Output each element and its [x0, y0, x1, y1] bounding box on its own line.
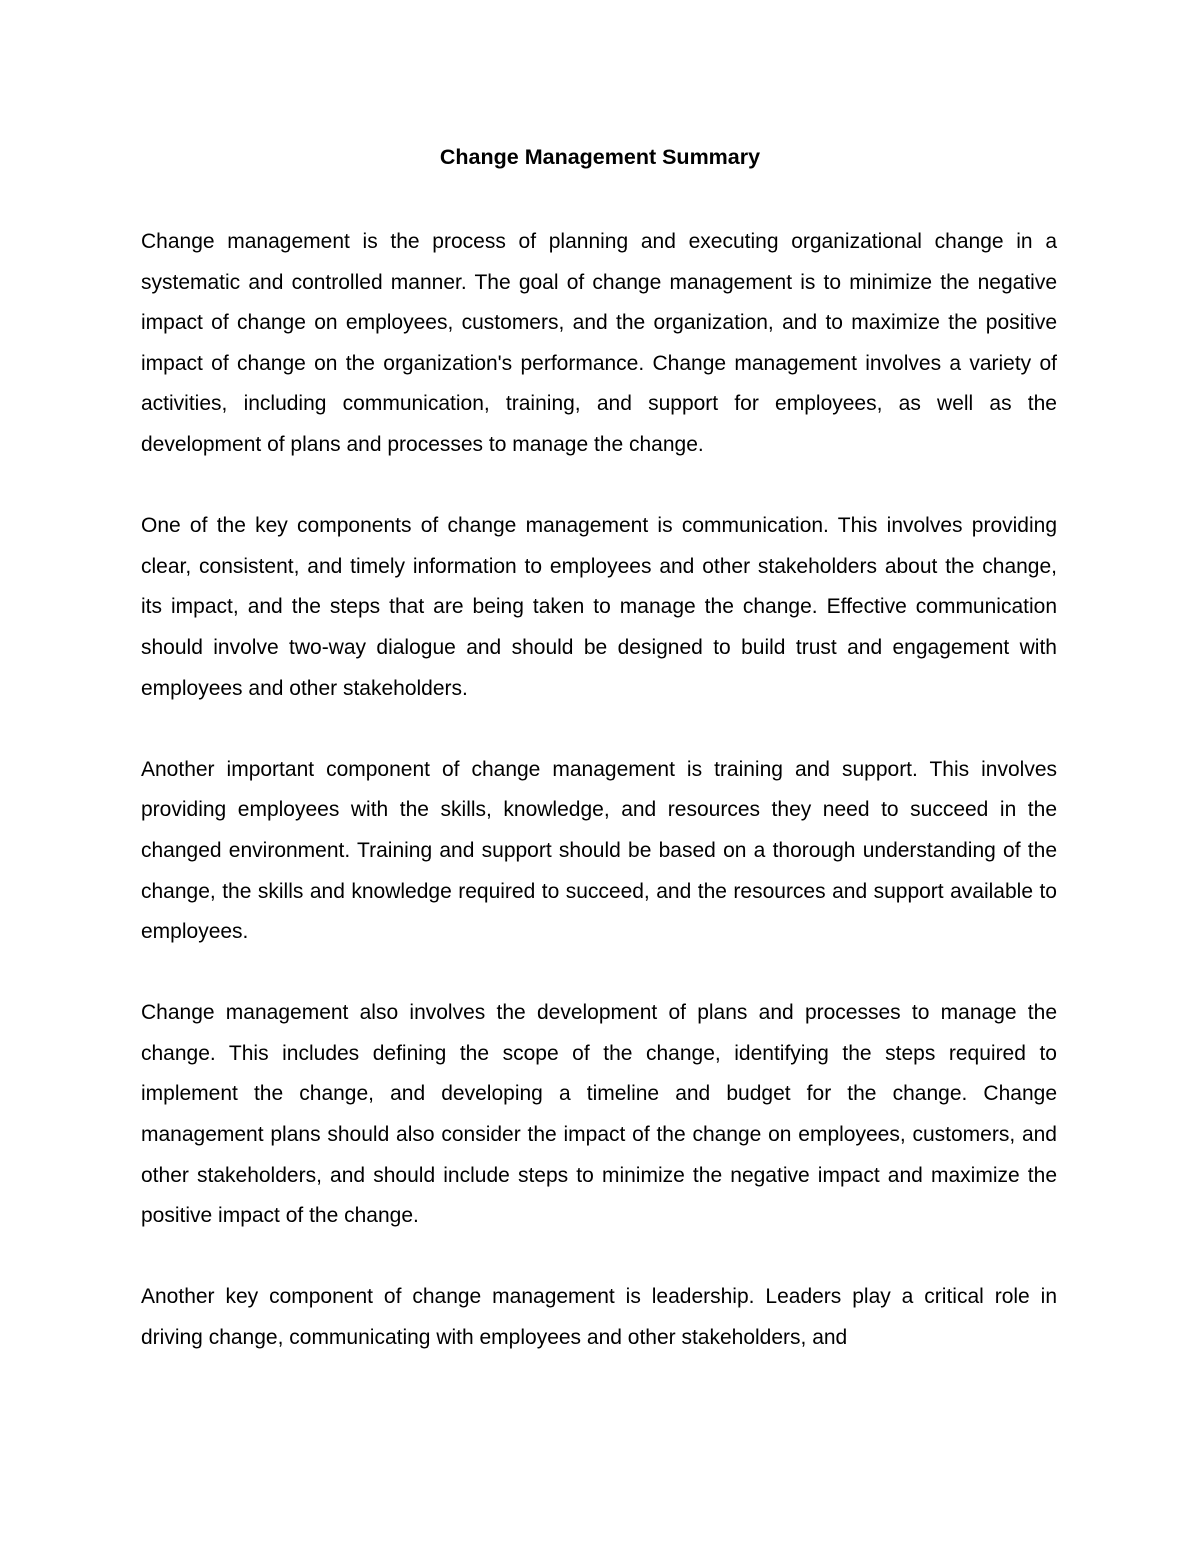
paragraph-plans-processes: Change management also involves the development of plans and processes to manage the change. This includes defining the scope of the change, identifying the steps required to implement the change, and developing a timeline and budget for the change. Change management plans should also consider the impact of the change on employees, customers, and other stakeholders, and should include steps to minimize the negative impact and maximize the positive impact of the change.	[141, 1001, 1057, 1228]
paragraph-communication: One of the key components of change management is communication. This involves providing clear, consistent, and timely information to employees and other stakeholders about the change, its impact, and the steps that are being taken to manage the change. Effective communication should involve two-way dialogue and should be designed to build trust and engagement with employees and other stakeholders.	[141, 514, 1057, 700]
paragraph-leadership: Another key component of change management is leadership. Leaders play a critical role in driving change, communicating with employees and other stakeholders, and	[141, 1285, 1057, 1350]
paragraph-training-support: Another important component of change management is training and support. This involves providing employees with the skills, knowledge, and resources they need to succeed in the changed environment. Training and support should be based on a thorough understanding of the change, the skills and knowledge required to succeed, and the resources and support available to employees.	[141, 757, 1057, 944]
document-title: Change Management Summary	[439, 145, 761, 169]
paragraph-intro: Change management is the process of planning and executing organizational change in a systematic and controlled manner. The goal of change management is to minimize the negative impact of change on employees, customers, and the organization, and to maximize the positive impact of change on the organization's performance. Change management involves a variety of activities, including communication, training, and support for employees, as well as the development of plans and processes to manage the change.	[141, 230, 1057, 456]
document-body	[141, 222, 1057, 1399]
